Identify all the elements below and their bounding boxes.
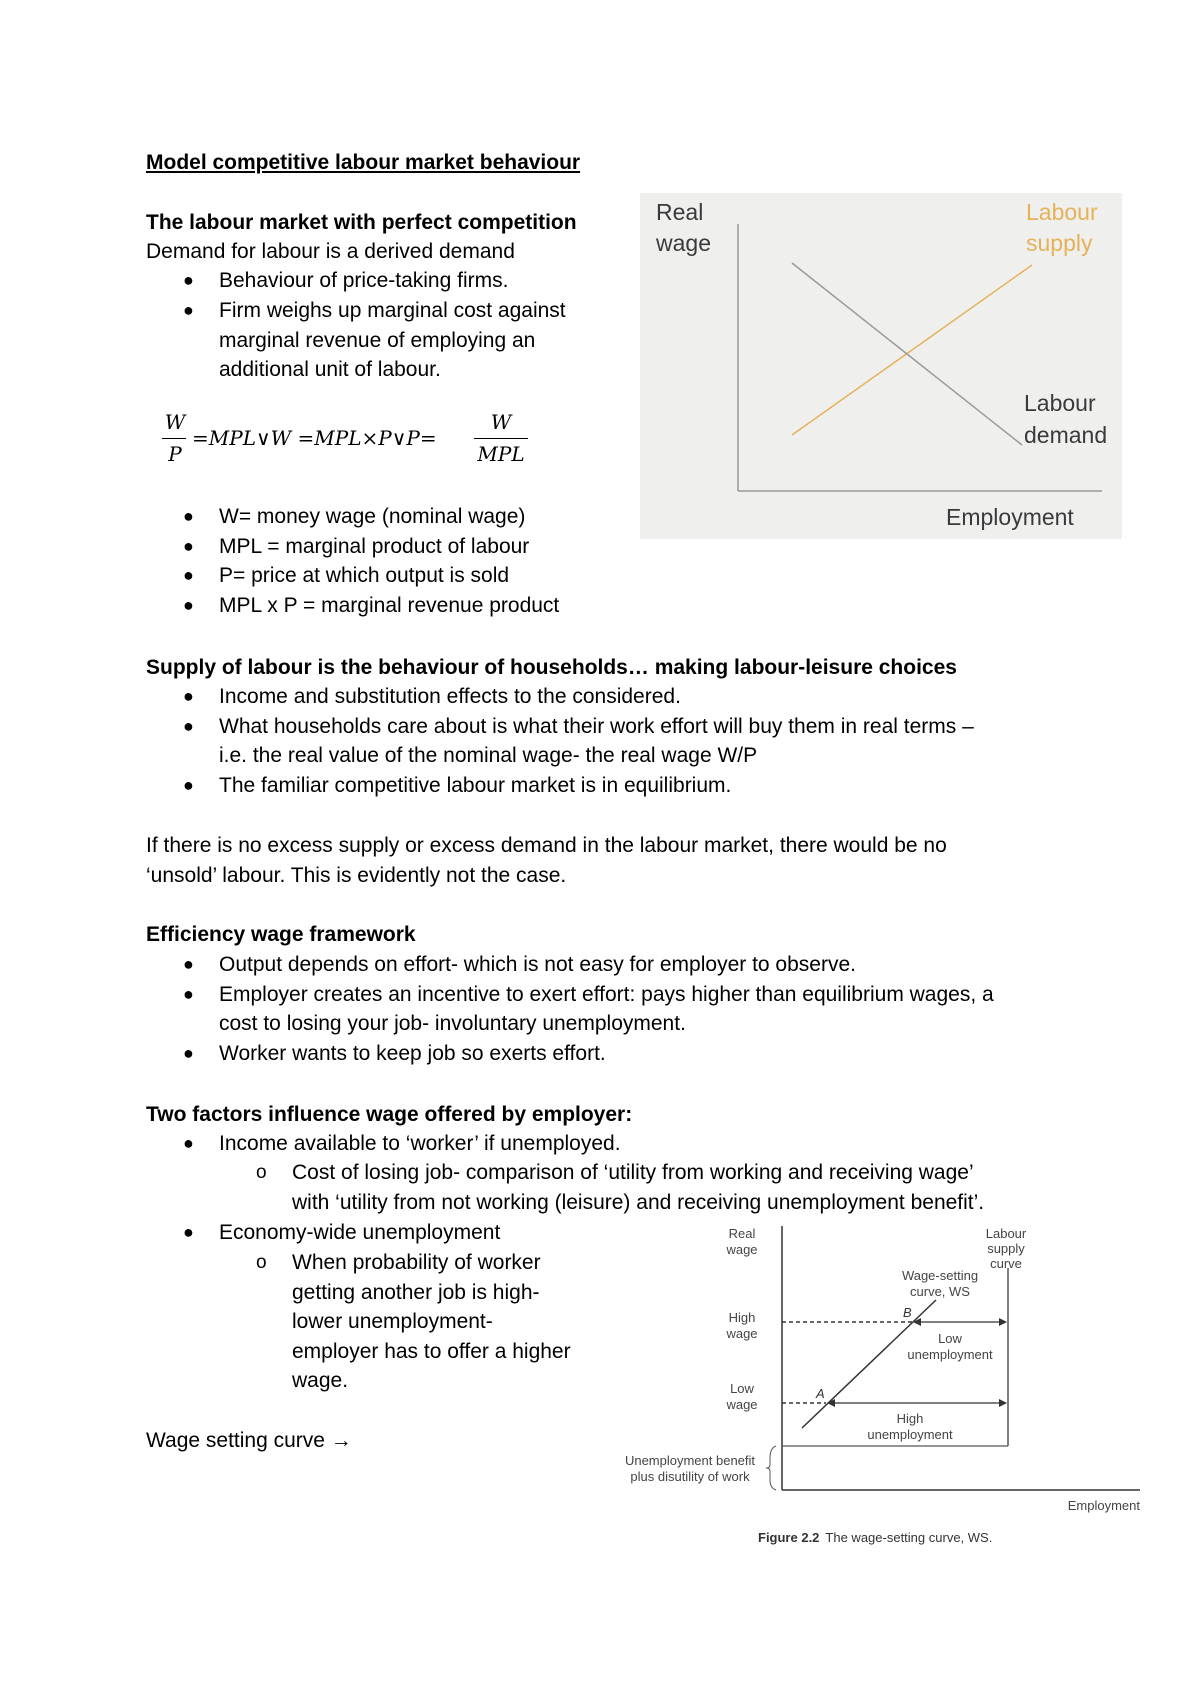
bullet-icon: ● (183, 1043, 194, 1063)
list-item: Income available to ‘worker’ if unemployed. (219, 1132, 621, 1155)
bullet-icon: ● (183, 595, 194, 615)
list-item: Output depends on effort- which is not easy for employer to observe. (219, 953, 856, 976)
labour-market-chart (640, 193, 1122, 539)
sub-list-item-continuation: wage. (292, 1369, 349, 1392)
paragraph-line: If there is no excess supply or excess demand in the labour market, there would be no (146, 834, 947, 857)
figure-caption-number: Figure 2.2 (758, 1530, 820, 1545)
bullet-icon: ● (183, 954, 194, 974)
sub-bullet-icon: o (256, 1252, 267, 1273)
benefit-label-line1: Unemployment benefit (624, 1453, 756, 1468)
ws-curve-label-line2: curve, WS (910, 1284, 970, 1299)
sub-bullet-icon: o (256, 1162, 267, 1183)
section-heading-labour-supply: Supply of labour is the behaviour of households… making labour-leisure choices (146, 656, 957, 679)
formula-denominator-p: P (168, 442, 182, 466)
fraction-bar (474, 438, 528, 439)
list-item: What households care about is what their work effort will buy them in real terms – (219, 715, 974, 738)
point-b-label: B (903, 1305, 912, 1320)
y-axis-label-line1: Real (728, 1226, 756, 1241)
x-axis-label: Employment (946, 504, 1074, 530)
labour-demand-label-line1: Labour (1024, 390, 1096, 416)
labour-supply-label-line2: supply (1026, 230, 1093, 256)
y-axis-label-line1: Real (656, 199, 704, 225)
section-heading-efficiency-wage: Efficiency wage framework (146, 923, 416, 946)
bullet-icon: ● (183, 775, 194, 795)
x-axis-label: Employment (1067, 1498, 1140, 1513)
sub-list-item: Cost of losing job- comparison of ‘utility from working and receiving wage’ (292, 1161, 974, 1184)
paragraph-line: ‘unsold’ labour. This is evidently not the case. (146, 864, 567, 887)
labour-supply-label-line2: supply (987, 1241, 1025, 1256)
list-item: Behaviour of price-taking firms. (219, 269, 509, 292)
low-unemployment-label-line1: Low (938, 1331, 962, 1346)
bullet-icon: ● (183, 536, 194, 556)
benefit-label-line2: plus disutility of work (630, 1469, 750, 1484)
list-item: MPL x P = marginal revenue product (219, 594, 560, 617)
benefit-bracket (766, 1446, 776, 1490)
figure-caption-text: The wage-setting curve, WS. (825, 1530, 993, 1545)
bullet-icon: ● (183, 300, 194, 320)
list-item: Income and substitution effects to the considered. (219, 685, 681, 708)
sub-list-item-continuation: getting another job is high- (292, 1281, 540, 1304)
figure-caption (758, 1530, 992, 1545)
y-axis-label-line2: wage (656, 230, 711, 256)
list-item: Firm weighs up marginal cost against (219, 299, 566, 322)
bullet-icon: ● (183, 984, 194, 1004)
wage-setting-curve-line (802, 1300, 936, 1428)
section-heading-two-factors: Two factors influence wage offered by employer: (146, 1103, 633, 1126)
fraction-bar (162, 438, 186, 439)
labour-supply-label-line3: curve (990, 1256, 1022, 1271)
formula-main: =MPL∨W =MPL×P∨P= (192, 426, 437, 450)
derived-demand-text: Demand for labour is a derived demand (146, 240, 515, 263)
sub-list-item-continuation: employer has to offer a higher (292, 1340, 571, 1363)
point-a-label: A (816, 1386, 825, 1401)
list-item-continuation: marginal revenue of employing an (219, 329, 536, 352)
low-wage-label-line2: wage (726, 1397, 758, 1412)
bullet-icon: ● (183, 1222, 194, 1242)
formula-denominator-mpl: MPL (477, 442, 525, 466)
sub-list-item-continuation: lower unemployment- (292, 1310, 493, 1333)
bullet-icon: ● (183, 1133, 194, 1153)
high-unemployment-label-line1: High (896, 1411, 924, 1426)
list-item: MPL = marginal product of labour (219, 535, 530, 558)
list-item: Employer creates an incentive to exert effort: pays higher than equilibrium wages, a (219, 983, 994, 1006)
list-item: P= price at which output is sold (219, 564, 510, 587)
wage-setting-chart (610, 1218, 1150, 1548)
list-item: Economy-wide unemployment (219, 1221, 501, 1244)
labour-supply-label-line1: Labour (1026, 199, 1098, 225)
bullet-icon: ● (183, 686, 194, 706)
bullet-icon: ● (183, 270, 194, 290)
low-wage-label-line1: Low (730, 1381, 754, 1396)
labour-supply-label-line1: Labour (985, 1226, 1027, 1241)
bullet-icon: ● (183, 716, 194, 736)
high-wage-label-line1: High (728, 1310, 756, 1325)
y-axis-label-line2: wage (726, 1242, 758, 1257)
page-title: Model competitive labour market behaviour (146, 151, 581, 174)
formula-numerator-w: W (164, 410, 186, 434)
bullet-icon: ● (183, 506, 194, 526)
sub-list-item: When probability of worker (292, 1251, 541, 1274)
list-item-continuation: cost to losing your job- involuntary unemployment. (219, 1012, 686, 1035)
list-item-continuation: i.e. the real value of the nominal wage- the real wage W/P (219, 744, 758, 767)
list-item: W= money wage (nominal wage) (219, 505, 526, 528)
formula-numerator-w2: W (490, 410, 512, 434)
low-unemployment-label-line2: unemployment (907, 1347, 993, 1362)
sub-list-item-continuation: with ‘utility from not working (leisure) and receiving unemployment benefit’. (292, 1191, 985, 1214)
wage-setting-curve-label: Wage setting curve → (146, 1429, 352, 1452)
list-item: Worker wants to keep job so exerts effort. (219, 1042, 606, 1065)
high-wage-label-line2: wage (726, 1326, 758, 1341)
list-item-continuation: additional unit of labour. (219, 358, 441, 381)
list-item: The familiar competitive labour market is in equilibrium. (219, 774, 732, 797)
labour-demand-label-line2: demand (1024, 422, 1108, 448)
high-unemployment-label-line2: unemployment (867, 1427, 953, 1442)
section-heading-perfect-competition: The labour market with perfect competition (146, 211, 577, 234)
ws-curve-label-line1: Wage-setting (901, 1268, 979, 1283)
bullet-icon: ● (183, 565, 194, 585)
